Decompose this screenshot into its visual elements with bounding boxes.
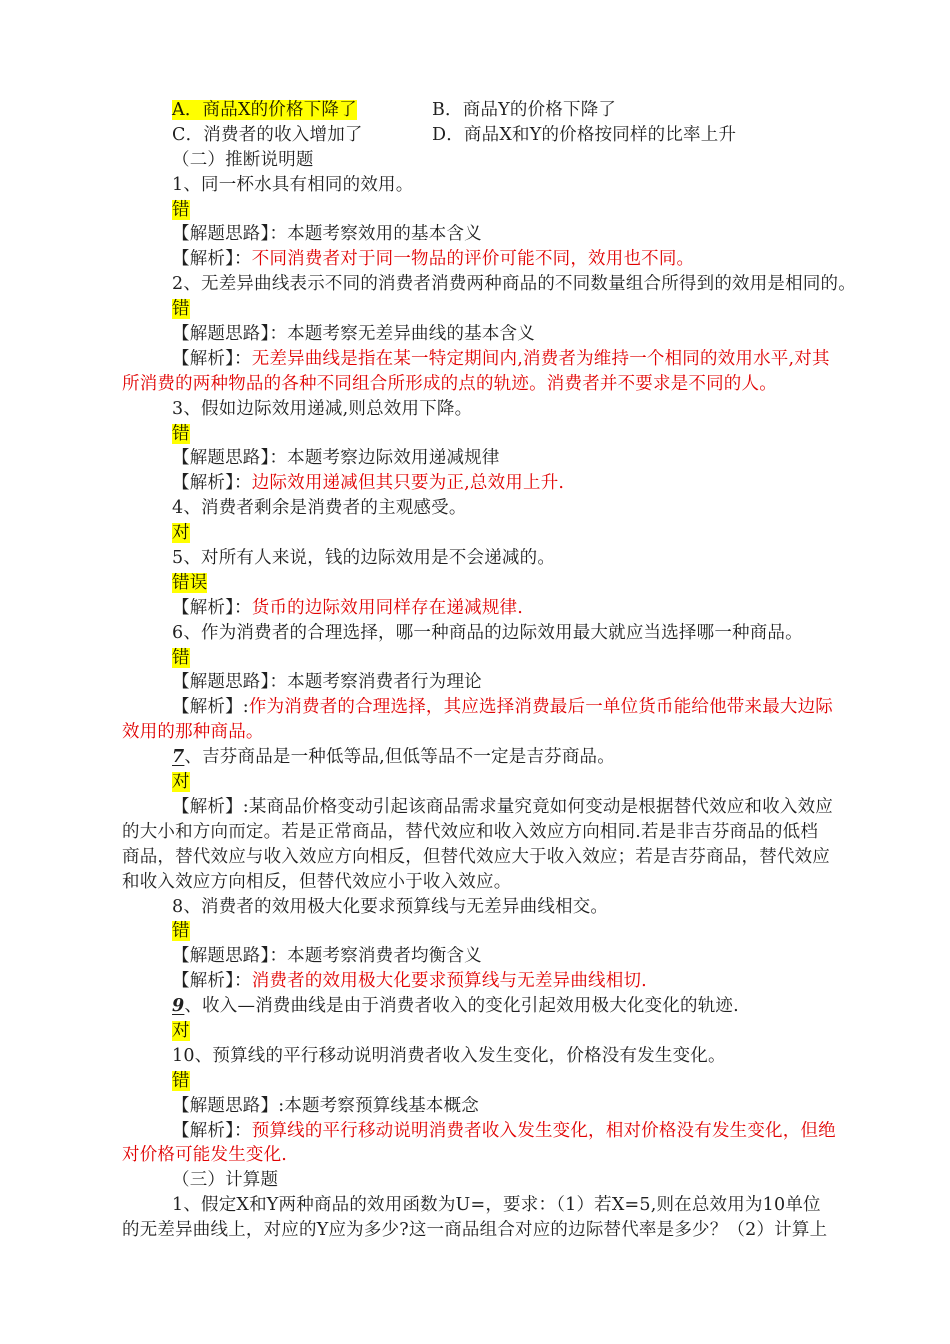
analysis-red-text: 效用的那种商品。 xyxy=(122,722,264,743)
answer-highlight: 对 xyxy=(172,523,190,544)
answer-highlight: 对 xyxy=(172,1020,190,1041)
answer-highlight: 错误 xyxy=(172,572,208,593)
text-run: 【解题思路】：本题考察消费者行为理论 xyxy=(172,672,482,693)
analysis-red-text: 边际效用递减但其只要为正,总效用上升. xyxy=(251,473,565,494)
text-run: 6、作为消费者的合理选择，哪一种商品的边际效用最大就应当选择哪一种商品。 xyxy=(172,622,803,643)
text-line xyxy=(122,870,838,895)
question-number-underlined: 7 xyxy=(172,747,185,768)
text-line xyxy=(122,372,838,397)
text-line xyxy=(122,745,838,770)
analysis-red-text: 预算线的平行移动说明消费者收入发生变化，相对价格没有发生变化，但绝 xyxy=(251,1120,836,1141)
text-line xyxy=(122,919,838,944)
text-line xyxy=(122,198,838,223)
text-line xyxy=(122,845,838,870)
text-line xyxy=(122,546,838,571)
answer-highlight: 错 xyxy=(172,1070,190,1091)
text-line xyxy=(122,820,838,845)
text-run: 【解析】： xyxy=(172,1120,252,1141)
text-run: 5、对所有人来说，钱的边际效用是不会递减的。 xyxy=(172,548,556,569)
text-run: 4、消费者剩余是消费者的主观感受。 xyxy=(172,498,467,519)
text-run: 、收入—消费曲线是由于消费者收入的变化引起效用极大化变化的轨迹. xyxy=(184,996,739,1017)
text-run: （三）计算题 xyxy=(172,1170,279,1191)
text-line xyxy=(122,695,838,720)
text-line xyxy=(122,496,838,521)
text-line xyxy=(122,1044,838,1069)
analysis-red-text: 对价格可能发生变化. xyxy=(122,1145,288,1166)
analysis-red-text: 货币的边际效用同样存在递减规律. xyxy=(251,597,524,618)
text-line xyxy=(122,770,838,795)
text-line xyxy=(122,247,838,272)
text-line xyxy=(122,1069,838,1094)
text-run: 【解题思路】：本题考察效用的基本含义 xyxy=(172,224,482,245)
text-run: 10、预算线的平行移动说明消费者收入发生变化，价格没有发生变化。 xyxy=(172,1045,726,1066)
text-run: 3、假如边际效用递减,则总效用下降。 xyxy=(172,398,473,419)
text-line xyxy=(122,795,838,820)
text-run: 【解析】： xyxy=(172,597,252,618)
text-line xyxy=(122,471,838,496)
text-run: 的大小和方向而定。若是正常商品，替代效应和收入效应方向相同.若是非吉芬商品的低档 xyxy=(122,821,819,842)
text-run: 【解题思路】:本题考察预算线基本概念 xyxy=(172,1095,479,1116)
analysis-red-text: 无差异曲线是指在某一特定期间内,消费者为维持一个相同的效用水平,对其 xyxy=(251,348,830,369)
text-run: 【解析】： xyxy=(172,971,252,992)
answer-highlight: 错 xyxy=(172,423,190,444)
answer-highlight: 错 xyxy=(172,299,190,320)
text-line xyxy=(122,297,838,322)
option-column-2: B．商品Y的价格下降了 xyxy=(432,100,617,120)
answer-highlight: 错 xyxy=(172,199,190,220)
answer-highlight: A．商品X的价格下降了 xyxy=(172,100,357,120)
text-run: 【解析】： xyxy=(172,473,252,494)
text-line xyxy=(122,670,838,695)
text-run: （二）推断说明题 xyxy=(172,149,314,170)
text-line xyxy=(122,397,838,422)
text-run: 1、假定X和Y两种商品的效用函数为U=，要求：（1）若X=5,则在总效用为10单位 xyxy=(172,1195,821,1216)
text-line xyxy=(122,173,838,198)
text-line xyxy=(122,969,838,994)
text-line xyxy=(122,646,838,671)
text-run: 2、无差异曲线表示不同的消费者消费两种商品的不同数量组合所得到的效用是相同的。 xyxy=(172,274,856,295)
text-line xyxy=(122,1094,838,1119)
text-line xyxy=(122,621,838,646)
text-run: 【解析】： xyxy=(172,249,252,270)
analysis-red-text: 作为消费者的合理选择，其应选择消费最后一单位货币能给他带来最大边际 xyxy=(248,697,834,718)
text-line xyxy=(122,347,838,372)
text-run: 和收入效应方向相反，但替代效应小于收入效应。 xyxy=(122,871,512,892)
document-text xyxy=(122,98,856,1243)
text-line xyxy=(122,222,838,247)
text-line xyxy=(122,1193,838,1218)
text-line xyxy=(122,521,838,546)
analysis-red-text: 消费者的效用极大化要求预算线与无差异曲线相切. xyxy=(251,971,647,992)
text-line xyxy=(122,98,838,123)
text-line xyxy=(122,994,838,1019)
text-run: 8、消费者的效用极大化要求预算线与无差异曲线相交。 xyxy=(172,896,609,917)
text-line xyxy=(122,944,838,969)
text-line xyxy=(122,571,838,596)
text-run: 【解题思路】：本题考察无差异曲线的基本含义 xyxy=(172,324,535,345)
text-line xyxy=(122,720,838,745)
answer-highlight: 错 xyxy=(172,647,190,668)
text-line xyxy=(122,446,838,471)
analysis-red-text: 不同消费者对于同一物品的评价可能不同，效用也不同。 xyxy=(251,249,695,270)
text-run: 【解析】:某商品价格变动引起该商品需求量究竟如何变动是根据替代效应和收入效应 xyxy=(172,796,833,817)
analysis-red-text: 所消费的两种物品的各种不同组合所形成的点的轨迹。消费者并不要求是不同的人。 xyxy=(122,373,777,394)
text-run: 【解题思路】：本题考察边际效用递减规律 xyxy=(172,448,500,469)
text-run: 【解析】： xyxy=(172,348,252,369)
text-run: 【解题思路】：本题考察消费者均衡含义 xyxy=(172,946,482,967)
text-run: 1、同一杯水具有相同的效用。 xyxy=(172,174,414,195)
text-line xyxy=(122,322,838,347)
text-line xyxy=(122,272,856,297)
text-line xyxy=(122,1119,838,1144)
text-line xyxy=(122,123,838,148)
text-line xyxy=(122,1143,838,1168)
answer-highlight: 错 xyxy=(172,921,190,942)
text-run: 商品，替代效应与收入效应方向相反，但替代效应大于收入效应；若是吉芬商品，替代效应 xyxy=(122,846,830,867)
text-line xyxy=(122,422,838,447)
text-run: 的无差异曲线上，对应的Y应为多少?这一商品组合对应的边际替代率是多少？（2）计算上 xyxy=(122,1220,828,1241)
text-line xyxy=(122,1019,838,1044)
text-run: 【解析】: xyxy=(172,697,249,718)
text-line xyxy=(122,1168,838,1193)
option-column-2: D．商品X和Y的价格按同样的比率上升 xyxy=(432,124,737,145)
answer-highlight: 对 xyxy=(172,772,190,793)
text-line xyxy=(122,895,838,920)
text-run: 、吉芬商品是一种低等品,但低等品不一定是吉芬商品。 xyxy=(184,747,615,768)
text-line xyxy=(122,148,838,173)
text-run: C．消费者的收入增加了 xyxy=(172,124,363,145)
question-number-underlined: 9 xyxy=(172,996,185,1017)
text-line xyxy=(122,596,838,621)
text-line xyxy=(122,1218,838,1243)
